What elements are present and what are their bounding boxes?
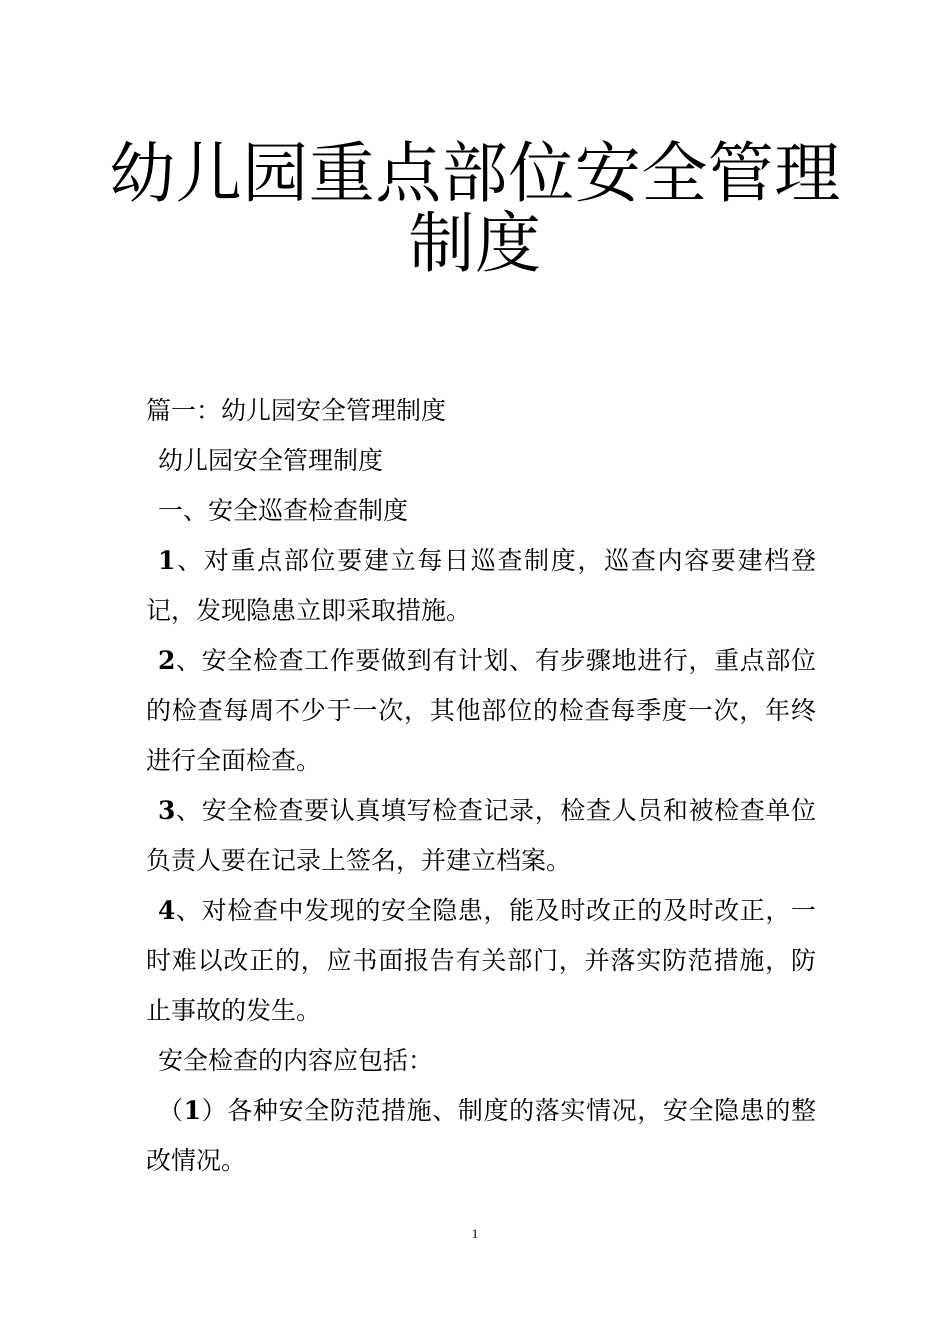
contents-intro: 安全检查的内容应包括： — [158, 1046, 434, 1075]
document-title-line-1: 幼儿园重点部位安全管理 — [109, 135, 841, 212]
sub-item-open-paren: （ — [158, 1096, 184, 1125]
sub-item-number: 1 — [183, 1096, 202, 1125]
list-item-number: 1 — [158, 546, 176, 575]
document-title-line-2: 制度 — [408, 205, 542, 282]
chapter-heading: 一、安全巡查检查制度 — [158, 496, 409, 525]
list-item — [146, 636, 816, 786]
list-item-number: 4 — [158, 896, 176, 925]
list-item-text: 、安全检查要认真填写检查记录，检查人员和被检查单位负责人要在记录上签名，并建立档案。 — [146, 796, 816, 875]
sub-list-item — [146, 1086, 816, 1186]
section-heading: 篇一：幼儿园安全管理制度 — [146, 396, 447, 425]
sub-item-text: ）各种安全防范措施、制度的落实情况，安全隐患的整改情况。 — [146, 1096, 816, 1175]
list-item-number: 3 — [158, 796, 176, 825]
list-item-number: 2 — [158, 646, 176, 675]
list-item-text: 、对检查中发现的安全隐患，能及时改正的及时改正，一时难以改正的，应书面报告有关部门，并落实防范措施，防止事故的发生。 — [146, 896, 816, 1025]
list-item — [146, 786, 816, 886]
list-item — [146, 536, 816, 636]
list-item — [146, 886, 816, 1036]
page-number: 1 — [471, 1226, 479, 1241]
list-item-text: 、对重点部位要建立每日巡查制度，巡查内容要建档登记，发现隐患立即采取措施。 — [146, 546, 816, 625]
list-item-text: 、安全检查工作要做到有计划、有步骤地进行，重点部位的检查每周不少于一次，其他部位的检查每季度一次，年终进行全面检查。 — [146, 646, 816, 775]
subtitle: 幼儿园安全管理制度 — [158, 446, 384, 475]
